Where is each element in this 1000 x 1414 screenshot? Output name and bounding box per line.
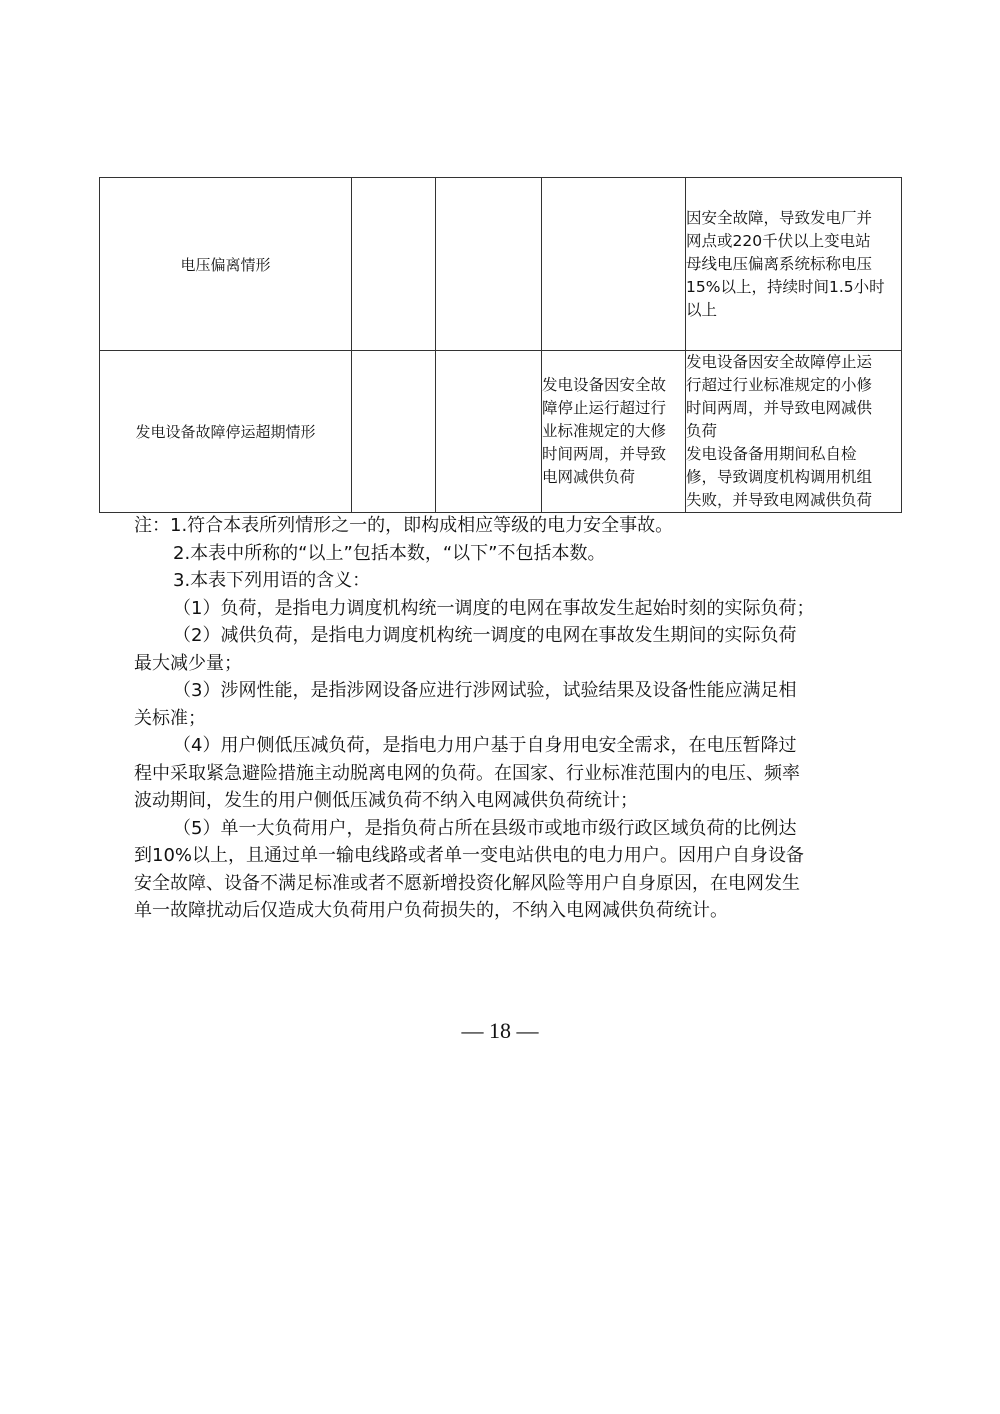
note-line: 3.本表下列用语的含义： [173, 570, 371, 591]
empty-cell [436, 351, 542, 513]
note-line: 关标准； [134, 707, 206, 729]
cell-line: 业标准规定的大修 [542, 422, 667, 440]
cell-line: 失败，并导致电网减供负荷 [686, 491, 873, 509]
note-line: 2.本表中所称的“以上”包括本数，“以下”不包括本数。 [173, 542, 606, 564]
cell-line: 15%以上，持续时间1.5小时 [686, 277, 885, 296]
cell-line: 以上 [686, 300, 718, 319]
cell-line: 母线电压偏离系统标称电压 [686, 254, 873, 273]
table-notes [134, 512, 879, 925]
table-row [100, 351, 902, 513]
category-cell: 发电设备故障停运超期情形 [100, 351, 352, 513]
note-line: 到10%以上，且通过单一输电线路或者单一变电站供电的电力用户。因用户自身设备 [134, 845, 805, 866]
cell-line: 电网减供负荷 [542, 468, 636, 486]
note-line: （4）用户侧低压减负荷，是指电力用户基于自身用电安全需求，在电压暂降过 [173, 735, 797, 756]
note-line: （5）单一大负荷用户，是指负荷占所在县级市或地市级行政区域负荷的比例达 [173, 817, 797, 839]
cell-line: 负荷 [686, 422, 718, 440]
page-number: — 18 — [461, 1018, 539, 1043]
note-line: 安全故障、设备不满足标准或者不愿新增投资化解风险等用户自身原因，在电网发生 [134, 872, 800, 894]
cell-line: 网点或220千伏以上变电站 [686, 231, 871, 250]
note-line: （1）负荷，是指电力调度机构统一调度的电网在事故发生起始时刻的实际负荷； [173, 597, 815, 619]
table-row [100, 178, 902, 351]
cell-line: 修，导致调度机构调用机组 [686, 468, 873, 486]
accident-criteria-table [99, 177, 902, 513]
note-line: （2）减供负荷，是指电力调度机构统一调度的电网在事故发生期间的实际负荷 [173, 625, 797, 646]
cell-line: 发电设备备用期间私自检 [686, 445, 857, 463]
cell-line: 时间两周，并导致电网减供 [686, 399, 873, 417]
note-line: 最大减少量； [134, 652, 242, 674]
note-line: 波动期间，发生的用户侧低压减负荷不纳入电网减供负荷统计； [134, 790, 638, 811]
cell-line: 发电设备因安全故障停止运 [686, 353, 873, 371]
cell-line: 发电设备因安全故 [542, 376, 667, 394]
cell-line: 时间两周，并导致 [542, 445, 667, 463]
empty-cell [352, 178, 436, 351]
category-cell: 电压偏离情形 [100, 178, 352, 351]
criteria-cell [542, 351, 686, 513]
cell-line: 行超过行业标准规定的小修 [686, 376, 873, 394]
cell-line: 因安全故障，导致发电厂并 [686, 208, 873, 227]
note-line: （3）涉网性能，是指涉网设备应进行涉网试验，试验结果及设备性能应满足相 [173, 680, 797, 701]
note-line: 单一故障扰动后仅造成大负荷用户负荷损失的，不纳入电网减供负荷统计。 [134, 900, 728, 921]
empty-cell [542, 178, 686, 351]
criteria-cell [686, 351, 902, 513]
empty-cell [352, 351, 436, 513]
criteria-cell [686, 178, 902, 351]
note-line: 程中采取紧急避险措施主动脱离电网的负荷。在国家、行业标准范围内的电压、频率 [134, 762, 800, 784]
note-line: 注：1.符合本表所列情形之一的，即构成相应等级的电力安全事故。 [134, 515, 674, 536]
cell-line: 障停止运行超过行 [542, 399, 667, 417]
empty-cell [436, 178, 542, 351]
